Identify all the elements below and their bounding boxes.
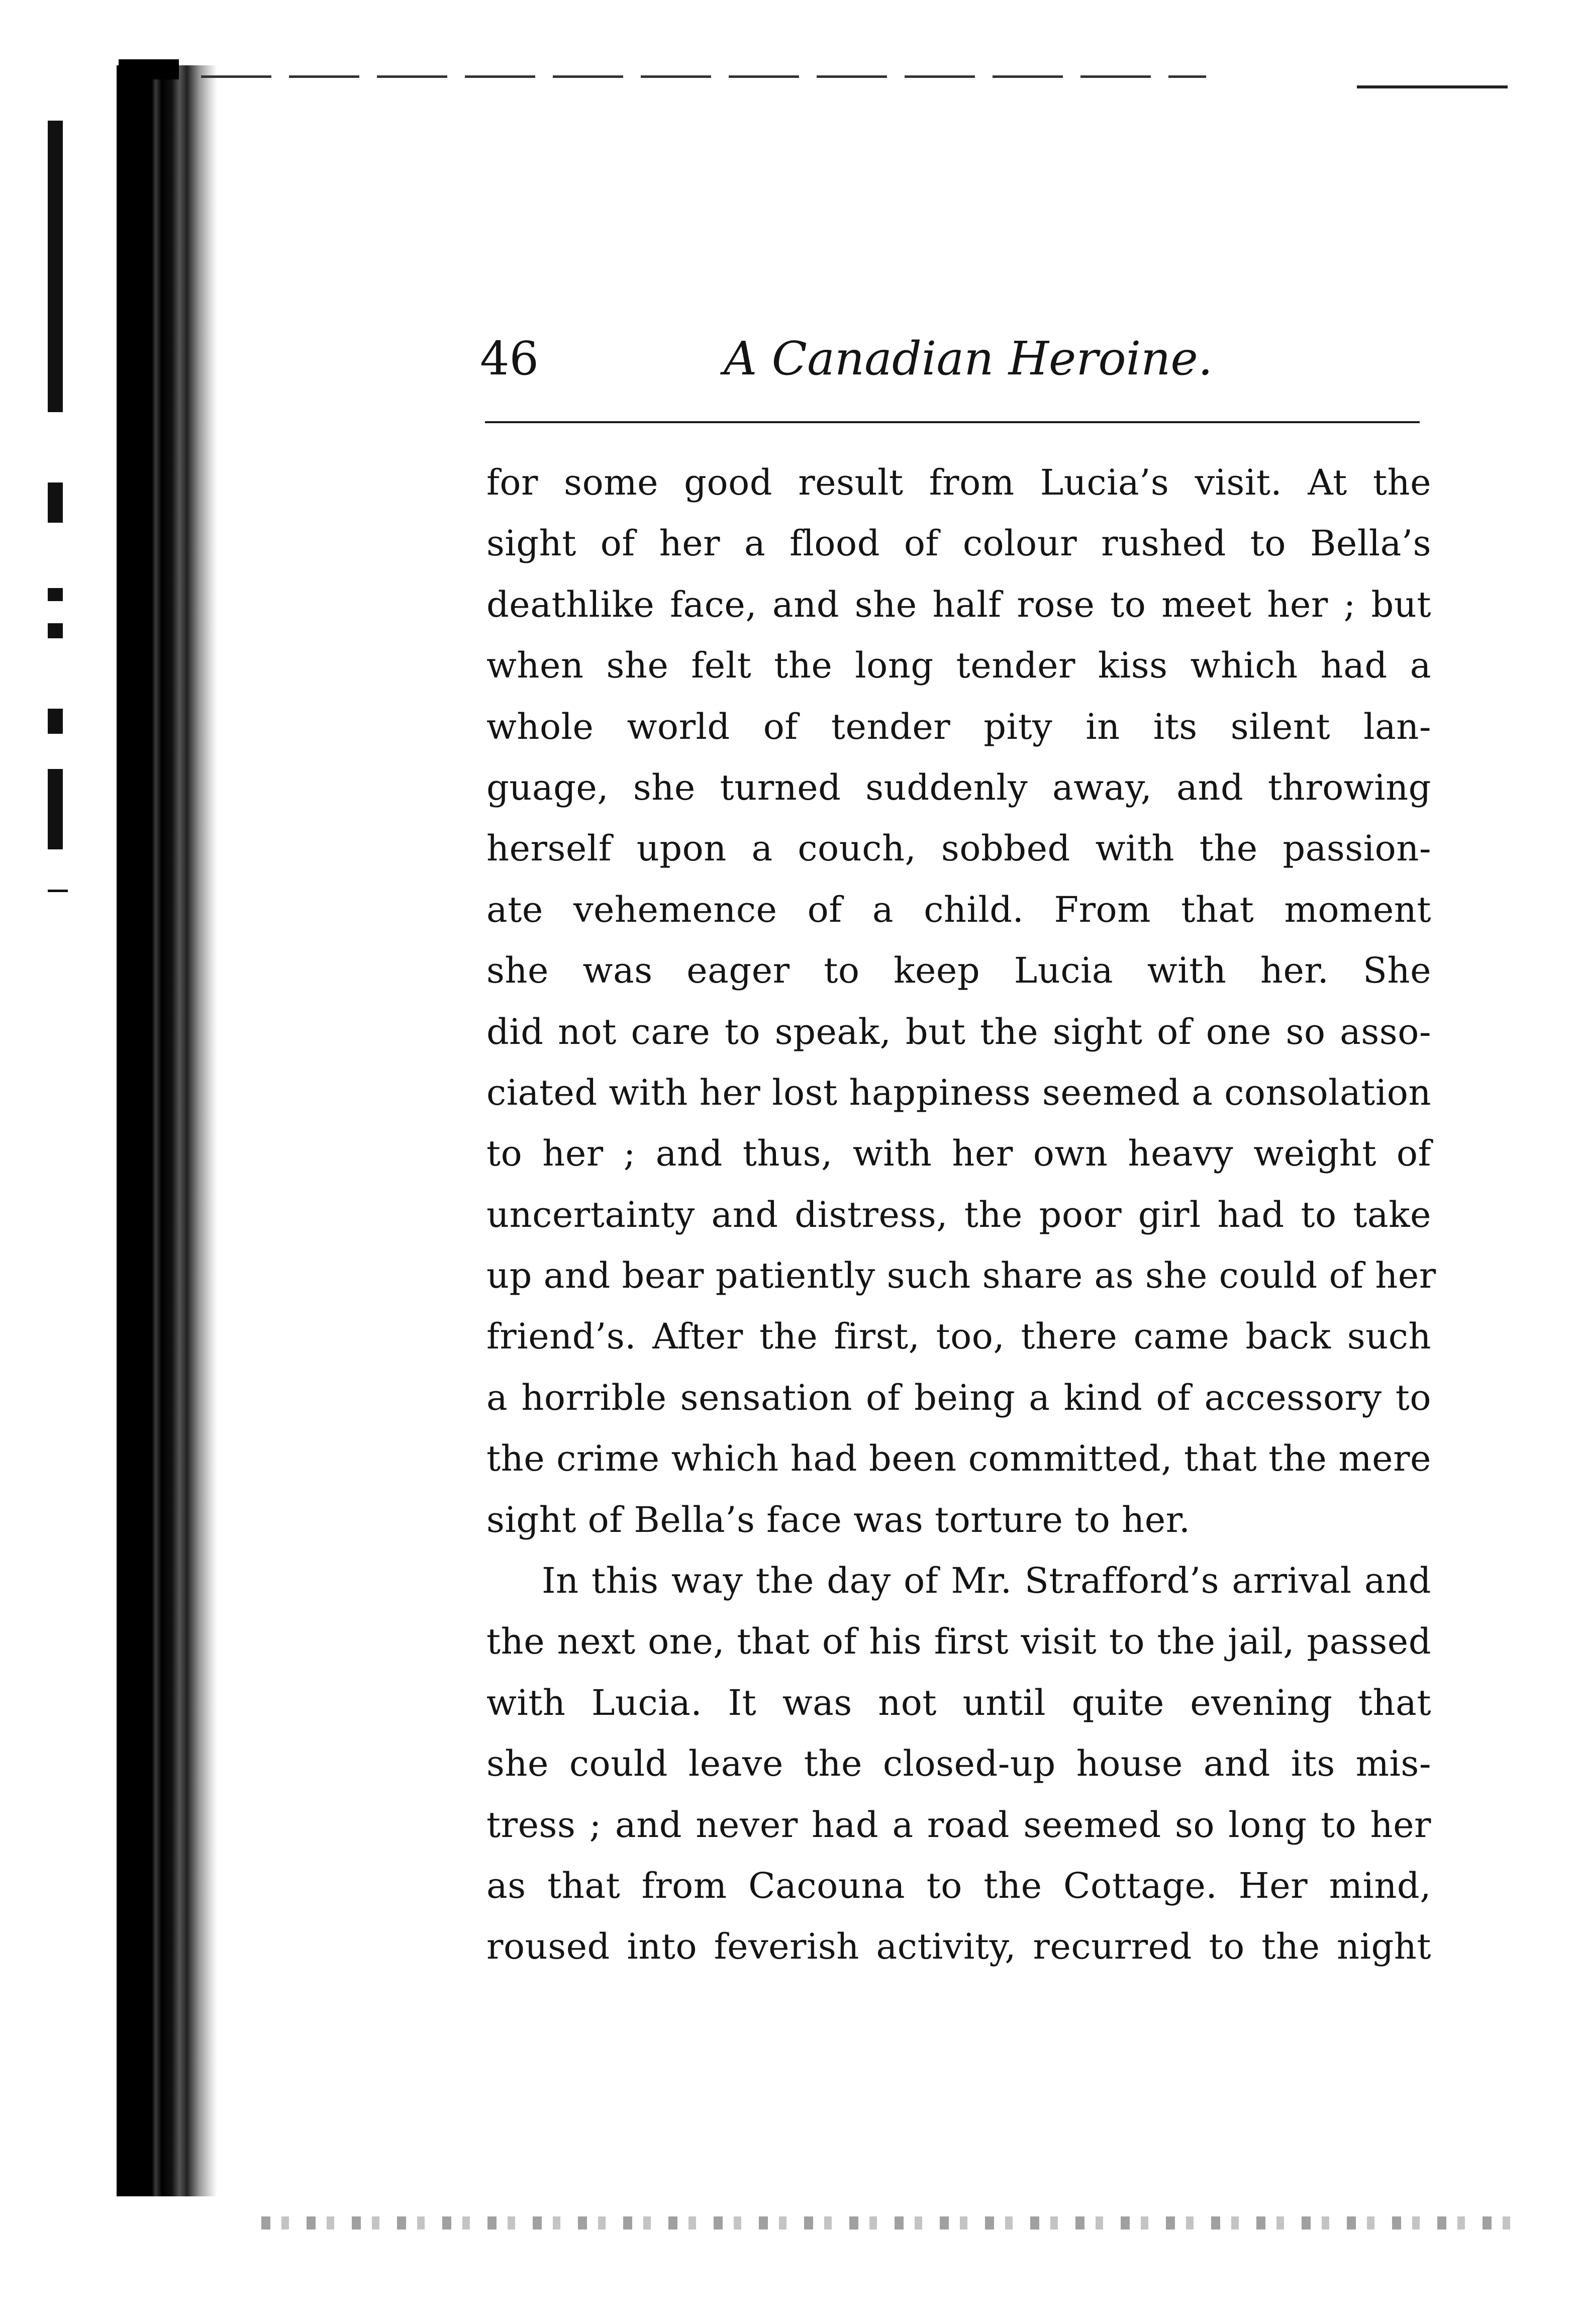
text-line: sight of Bella’s face was torture to her. <box>486 1499 1191 1540</box>
text-line: did not care to speak, but the sight of one so asso- <box>486 1011 1431 1052</box>
text-line: the crime which had been committed, that the mere <box>486 1438 1431 1480</box>
text-line: as that from Cacouna to the Cottage. Her mind, <box>486 1865 1431 1906</box>
margin-mark <box>48 588 63 601</box>
body-text <box>486 452 1436 1978</box>
margin-mark <box>48 482 63 523</box>
running-title: A Canadian Heroine. <box>724 332 1213 385</box>
margin-mark <box>48 769 63 849</box>
text-line: tress ; and never had a road seemed so long to her <box>486 1804 1431 1846</box>
top-edge-line <box>201 75 1206 78</box>
text-line: ciated with her lost happiness seemed a consolation <box>486 1072 1431 1113</box>
margin-mark <box>48 623 63 638</box>
text-line: she could leave the closed-up house and its mis- <box>486 1743 1431 1785</box>
text-line: whole world of tender pity in its silent lan- <box>486 706 1431 747</box>
running-header <box>480 332 1420 392</box>
page-number: 46 <box>480 332 539 385</box>
text-line: roused into feverish activity, recurred to the night <box>486 1926 1431 1968</box>
margin-mark <box>48 709 63 734</box>
text-line: up and bear patiently such share as she could of her <box>486 1255 1436 1297</box>
text-line: guage, she turned suddenly away, and throwing <box>486 766 1431 808</box>
book-spine-shadow <box>117 65 217 2196</box>
margin-mark <box>48 121 63 412</box>
text-line: to her ; and thus, with her own heavy weight of <box>486 1133 1431 1175</box>
text-line: a horrible sensation of being a kind of accessory to <box>486 1377 1431 1418</box>
margin-mark <box>48 890 68 892</box>
text-line: herself upon a couch, sobbed with the passion- <box>486 828 1431 869</box>
text-line: the next one, that of his first visit to the jail, passed <box>486 1621 1431 1663</box>
text-line: when she felt the long tender kiss which had a <box>486 645 1431 687</box>
paragraph <box>486 1551 1431 1978</box>
text-line: friend’s. After the first, too, there came back such <box>486 1316 1431 1358</box>
text-line: ate vehemence of a child. From that moment <box>486 889 1431 930</box>
spine-top-shadow <box>119 59 179 79</box>
bottom-edge-noise <box>261 2216 1518 2230</box>
text-line: In this way the day of Mr. Strafford’s arrival and <box>542 1560 1431 1602</box>
text-line: she was eager to keep Lucia with her. She <box>486 950 1431 992</box>
text-line: with Lucia. It was not until quite evening that <box>486 1682 1431 1723</box>
text-line: for some good result from Lucia’s visit. At the <box>486 462 1431 503</box>
header-rule <box>485 421 1420 423</box>
top-edge-line-right <box>1357 85 1508 88</box>
paragraph <box>486 452 1436 1551</box>
text-line: uncertainty and distress, the poor girl had to take <box>486 1194 1431 1235</box>
text-line: sight of her a flood of colour rushed to Bella’s <box>486 523 1431 564</box>
text-line: deathlike face, and she half rose to meet her ; but <box>486 584 1431 625</box>
